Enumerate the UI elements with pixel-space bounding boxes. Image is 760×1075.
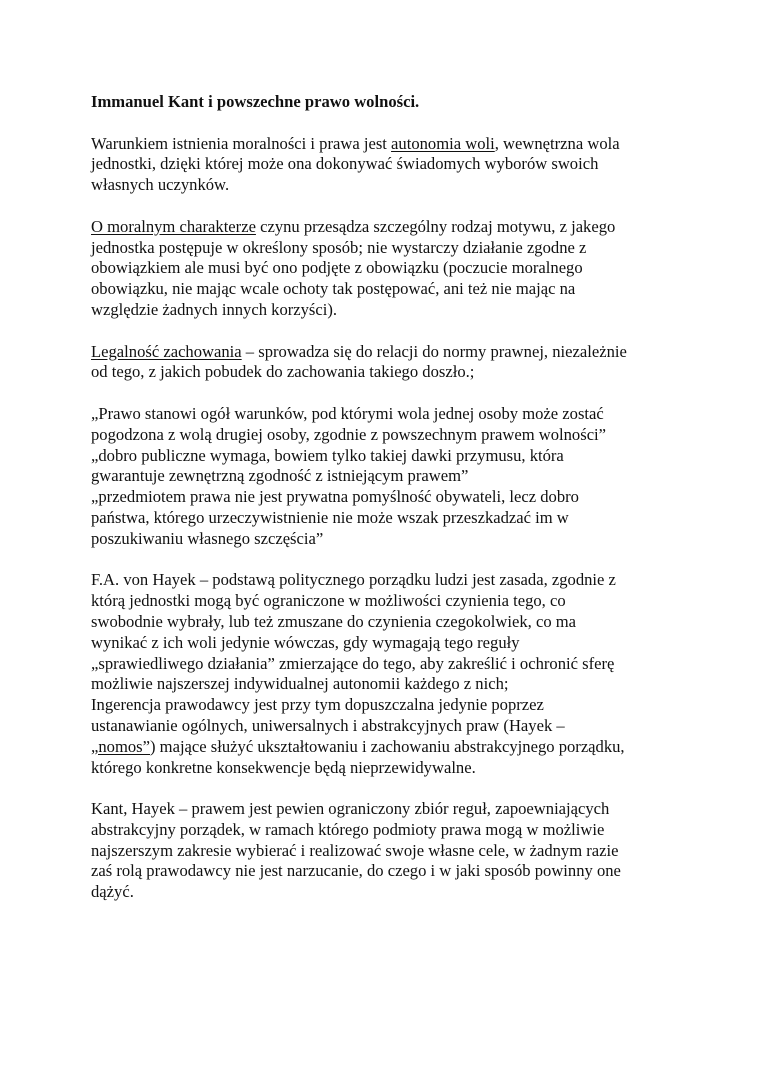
text-line: ustanawianie ogólnych, uniwersalnych i abstrakcyjnych praw (Hayek – (91, 715, 565, 735)
text-line: obowiązkiem ale musi być ono podjęte z obowiązku (poczucie moralnego (91, 258, 583, 278)
text-line: wynikać z ich woli jedynie wówczas, gdy wymagają tego reguły (91, 632, 520, 652)
text-line: własnych uczynków. (91, 175, 230, 195)
underlined-term: O moralnym charakterze (91, 216, 256, 236)
text-line: pogodzona z wolą drugiej osoby, zgodnie z powszechnym prawem wolności” (91, 424, 607, 444)
paragraph-moral-character (91, 217, 681, 321)
text-line: „przedmiotem prawa nie jest prywatna pomyślność obywateli, lecz dobro (91, 487, 579, 507)
paragraph-autonomy (91, 134, 681, 196)
paragraph-hayek (91, 570, 681, 778)
text-segment: , wewnętrzna wola (494, 133, 620, 153)
text-segment: ) mające służyć ukształtowaniu i zachowaniu abstrakcyjnego porządku, (150, 736, 625, 756)
text-line: jednostka postępuje w określony sposób; nie wystarczy działanie zgodne z (91, 237, 587, 257)
text-line (91, 217, 681, 238)
text-line: gwarantuje zewnętrzną zgodność z istniejącym prawem” (91, 466, 469, 486)
text-line: względzie żadnych innych korzyści). (91, 299, 338, 319)
text-line: najszerszym zakresie wybierać i realizować swoje własne cele, w żadnym razie (91, 840, 619, 860)
text-line (91, 134, 681, 155)
text-segment: czynu przesądza szczególny rodzaj motywu, z jakego (255, 216, 616, 236)
paragraph-quotes (91, 404, 681, 550)
text-line: Kant, Hayek – prawem jest pewien ograniczony zbiór reguł, zapoewniających (91, 799, 610, 819)
text-line: którego konkretne konsekwencje będą nieprzewidywalne. (91, 757, 476, 777)
paragraph-legality (91, 342, 681, 384)
text-line: możliwie najszerszej indywidualnej autonomii każdego z nich; (91, 674, 509, 694)
document-body (91, 92, 681, 924)
text-line: dążyć. (91, 882, 134, 902)
underlined-term: „nomos” (91, 736, 150, 756)
text-line: obowiązku, nie mając wcale ochoty tak postępować, ani też nie mając na (91, 279, 576, 299)
text-line: F.A. von Hayek – podstawą politycznego porządku ludzi jest zasada, zgodnie z (91, 570, 616, 590)
paragraph-conclusion (91, 799, 681, 903)
text-line: zaś rolą prawodawcy nie jest narzucanie, do czego i w jaki sposób powinny one (91, 861, 621, 881)
text-line: „dobro publiczne wymaga, bowiem tylko takiej dawki przymusu, która (91, 445, 564, 465)
underlined-term: autonomia woli (391, 133, 495, 153)
text-segment: – sprowadza się do relacji do normy prawnej, niezależnie (241, 341, 627, 361)
document-title: Immanuel Kant i powszechne prawo wolności. (91, 92, 420, 111)
text-line (91, 342, 681, 363)
text-line: od tego, z jakich pobudek do zachowania takiego doszło.; (91, 362, 475, 382)
text-segment: Warunkiem istnienia moralności i prawa jest (91, 133, 392, 153)
text-line: Ingerencja prawodawcy jest przy tym dopuszczalna jedynie poprzez (91, 695, 544, 715)
text-line (91, 737, 681, 758)
text-line: którą jednostki mogą być ograniczone w możliwości czynienia tego, co (91, 591, 566, 611)
underlined-term: Legalność zachowania (91, 341, 242, 361)
text-line: swobodnie wybrały, lub też zmuszane do czynienia czegokolwiek, co ma (91, 611, 577, 631)
text-line: „sprawiedliwego działania” zmierzające do tego, aby zakreślić i ochronić sferę (91, 653, 615, 673)
text-line: poszukiwaniu własnego szczęścia” (91, 528, 324, 548)
text-line: abstrakcyjny porządek, w ramach którego podmioty prawa mogą w możliwie (91, 819, 605, 839)
text-line: „Prawo stanowi ogół warunków, pod którymi wola jednej osoby może zostać (91, 403, 604, 423)
text-line: jednostki, dzięki której może ona dokonywać świadomych wyborów swoich (91, 154, 599, 174)
text-line: państwa, którego urzeczywistnienie nie może wszak przeszkadzać im w (91, 507, 569, 527)
